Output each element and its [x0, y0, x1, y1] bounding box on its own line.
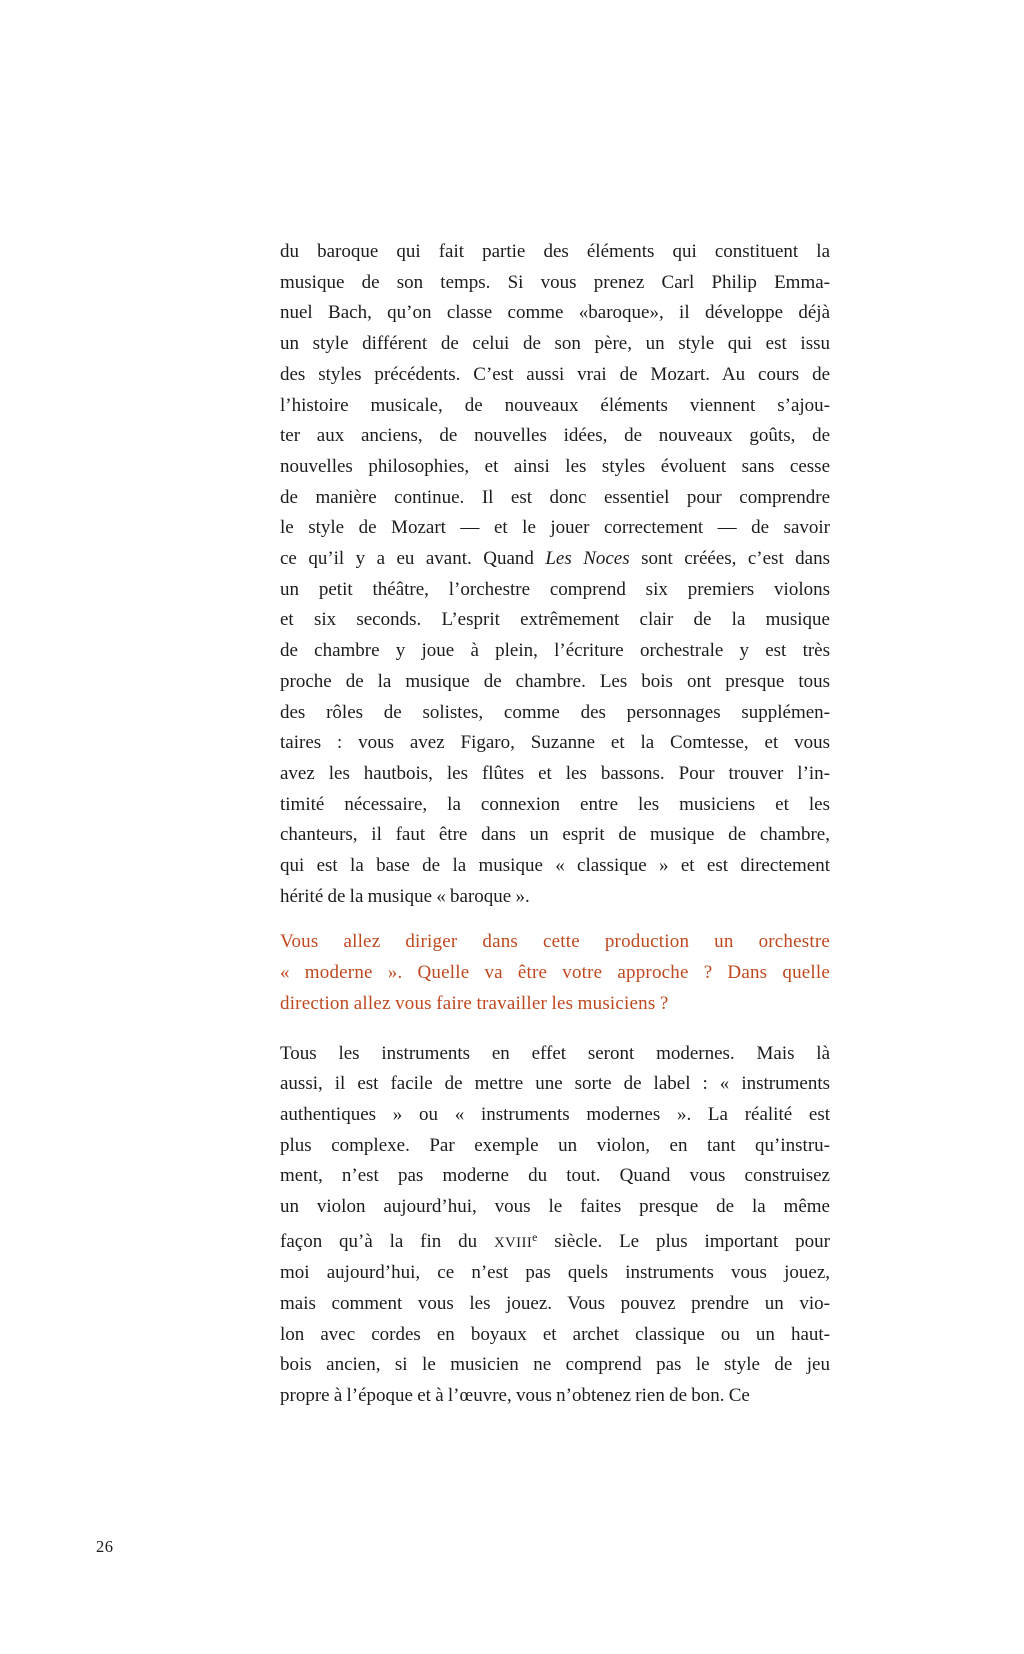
text-line: moi aujourd’hui, ce n’est pas quels instruments vous jouez, [280, 1262, 830, 1284]
text-line: Vous allez diriger dans cette production un orchestre [280, 931, 830, 953]
text-line: nouvelles philosophies, et ainsi les styles évoluent sans cesse [280, 455, 830, 477]
text-line: direction allez vous faire travailler les musiciens ? [280, 992, 669, 1014]
text-line: façon qu’à la fin du XVIIIe siècle. Le plus important pour [280, 1230, 830, 1252]
text-line: lon avec cordes en boyaux et archet classique ou un haut- [280, 1323, 830, 1345]
text-line: musique de son temps. Si vous prenez Carl Philip Emma- [280, 271, 830, 293]
text-line: chanteurs, il faut être dans un esprit de musique de chambre, [280, 824, 830, 846]
text-block [280, 237, 830, 1412]
text-line: un violon aujourd’hui, vous le faites presque de la même [280, 1196, 830, 1218]
text-line: avez les hautbois, les flûtes et les bassons. Pour trouver l’in- [280, 762, 830, 784]
text-line: du baroque qui fait partie des éléments qui constituent la [280, 241, 830, 262]
text-line: « moderne ». Quelle va être votre approche ? Dans quelle [280, 962, 830, 984]
text-line: ce qu’il y a eu avant. Quand Les Noces sont créées, c’est dans [280, 548, 831, 570]
text-line: le style de Mozart — et le jouer correctement — de savoir [280, 517, 830, 539]
text-line: bois ancien, si le musicien ne comprend pas le style de jeu [280, 1354, 830, 1376]
interview-question [280, 927, 830, 1019]
text-line: aussi, il est facile de mettre une sorte de label : « instruments [280, 1073, 830, 1095]
text-line: nuel Bach, qu’on classe comme «baroque», il développe déjà [280, 302, 830, 324]
text-line: taires : vous avez Figaro, Suzanne et la Comtesse, et vous [280, 732, 830, 754]
text-line: Tous les instruments en effet seront modernes. Mais là [280, 1042, 830, 1064]
text-line: mais comment vous les jouez. Vous pouvez prendre un vio- [280, 1293, 830, 1315]
text-line: plus complexe. Par exemple un violon, en tant qu’instru- [280, 1134, 830, 1156]
text-line: authentiques » ou « instruments modernes ». La réalité est [280, 1103, 830, 1125]
text-line: un petit théâtre, l’orchestre comprend six premiers violons [280, 578, 830, 600]
text-line: hérité de la musique « baroque ». [280, 885, 530, 907]
page-number: 26 [96, 1537, 114, 1556]
text-line: propre à l’époque et à l’œuvre, vous n’obtenez rien de bon. Ce [280, 1385, 750, 1407]
text-line: un style différent de celui de son père, un style qui est issu [280, 333, 830, 355]
text-line: de manière continue. Il est donc essentiel pour comprendre [280, 486, 830, 508]
text-line: proche de la musique de chambre. Les bois ont presque tous [280, 670, 830, 692]
text-line: qui est la base de la musique « classique » et est directement [280, 855, 830, 877]
text-line: ment, n’est pas moderne du tout. Quand vous construisez [280, 1165, 830, 1187]
text-line: de chambre y joue à plein, l’écriture orchestrale y est très [280, 640, 830, 662]
text-line: l’histoire musicale, de nouveaux éléments viennent s’ajou- [280, 394, 830, 416]
text-line: timité nécessaire, la connexion entre les musiciens et les [280, 793, 830, 815]
text-line: et six seconds. L’esprit extrêmement clair de la musique [280, 609, 830, 631]
interview-answer [280, 1039, 830, 1412]
text-line: ter aux anciens, de nouvelles idées, de nouveaux goûts, de [280, 425, 830, 447]
text-line: des styles précédents. C’est aussi vrai de Mozart. Au cours de [280, 363, 830, 385]
text-line: des rôles de solistes, comme des personnages supplémen- [280, 701, 830, 723]
interview-answer [280, 237, 830, 912]
